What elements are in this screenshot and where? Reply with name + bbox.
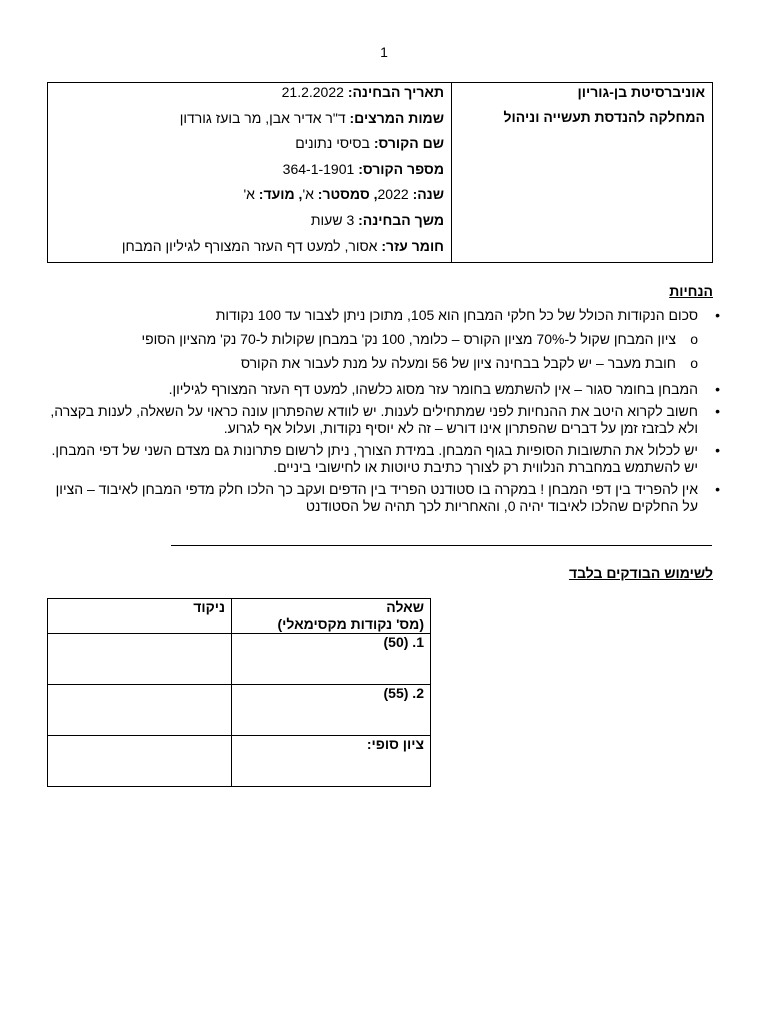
score-cell (48, 685, 232, 736)
course-number-label: מספר הקורס: (358, 160, 444, 177)
aid-material-value: אסור, למעט דף העזר המצורף לגיליון המבחן (121, 237, 382, 254)
lecturers (48, 109, 451, 135)
course-name-value: בסיסי נתונים (295, 135, 374, 152)
score-header: ניקוד (48, 599, 232, 634)
grading-header-row (48, 599, 431, 634)
moed-label: , מועד: (258, 186, 303, 203)
grading-table (47, 598, 431, 787)
grading-row (48, 736, 431, 787)
grading-row (48, 634, 431, 685)
instruction-item: • חשוב לקרוא היטב את ההנחיות לפני שמתחילים לענות. יש לוודא שהפתרון עונה כראוי על השאלה, לענות בקצרה, ולא לבזבז זמן על דברים שהפתרון אינו דורש – זה לא יוסיף נקודות, ועלול אף לגרוע. (40, 403, 720, 437)
instructions-list (40, 307, 720, 520)
university-cell (452, 83, 713, 263)
instruction-item: • סכום הנקודות הכולל של כל חלקי המבחן הוא 105, מתוכן ניתן לצבור עד 100 נקודות (40, 307, 720, 324)
question-header-label: שאלה (386, 599, 424, 615)
aid-material-label: חומר עזר: (381, 237, 444, 254)
instruction-subitem: o חובת מעבר – יש לקבל בבחינה ציון של 56 ומעלה על מנת לעבור את הקורס (40, 355, 720, 372)
final-grade-cell: ציון סופי: (232, 736, 431, 787)
course-number-value: 364-1-1901 (282, 160, 359, 177)
question-header-sub: (מס' נקודות מקסימאלי) (277, 616, 424, 632)
instruction-item: • המבחן בחומר סגור – אין להשתמש בחומר עזר מסוג כלשהו, למעט דף העזר המצורף לגיליון. (40, 381, 720, 398)
question-cell: 2. (55) (232, 685, 431, 736)
year-label: שנה: (412, 186, 444, 203)
final-score-cell (48, 736, 232, 787)
page-number: 1 (380, 44, 388, 60)
aid-material (48, 237, 451, 263)
score-cell (48, 634, 232, 685)
lecturers-label: שמות המרצים: (349, 109, 444, 126)
graders-title: לשימוש הבודקים בלבד (568, 565, 713, 581)
department-name: המחלקה להנדסת תעשייה וניהול (503, 109, 705, 125)
exam-info-cell (48, 83, 452, 263)
exam-duration-value: 3 שעות (310, 211, 359, 228)
course-name (48, 134, 451, 160)
year-value: 2022 (377, 186, 413, 203)
grading-row (48, 685, 431, 736)
instruction-item: • יש לכלול את התשובות הסופיות בגוף המבחן. במידת הצורך, ניתן לרשום פתרונות גם מצדם השני של דפי המבחן. יש להשתמש במחברת הנלווית רק לצורך כתיבת טיוטות או לחישובי ביניים. (40, 442, 720, 476)
exam-date (48, 83, 451, 109)
exam-duration-label: משך הבחינה: (358, 211, 444, 228)
year-semester-moed (48, 185, 451, 211)
university-name: אוניברסיטת בן-גוריון (577, 84, 705, 100)
exam-date-label: תאריך הבחינה: (347, 84, 444, 100)
moed-value: א' (243, 186, 259, 203)
course-name-label: שם הקורס: (373, 135, 444, 152)
exam-date-value: 21.2.2022 (281, 84, 348, 100)
instructions-title: הנחיות (669, 283, 713, 299)
semester-value: א' (302, 186, 318, 203)
course-number (48, 160, 451, 186)
semester-label: , סמסטר: (317, 186, 378, 203)
exam-duration (48, 211, 451, 237)
lecturers-value: ד"ר אדיר אבן, מר בועז גורדון (179, 109, 350, 126)
question-header (232, 599, 431, 634)
divider-line (171, 545, 712, 546)
instruction-item: • אין להפריד בין דפי המבחן ! במקרה בו סטודנט הפריד בין הדפים ועקב כך הלכו חלק מדפי המבחן לאיבוד – הציון על החלקים שהלכו לאיבוד יהיה 0, והאחריות לכך תהיה של הסטודנט (40, 481, 720, 515)
instruction-subitem: o ציון המבחן שקול ל-70% מציון הקורס – כלומר, 100 נק' במבחן שקולות ל-70 נק' מהציון הסופי (40, 331, 720, 348)
exam-header-table (47, 82, 713, 263)
question-cell: 1. (50) (232, 634, 431, 685)
